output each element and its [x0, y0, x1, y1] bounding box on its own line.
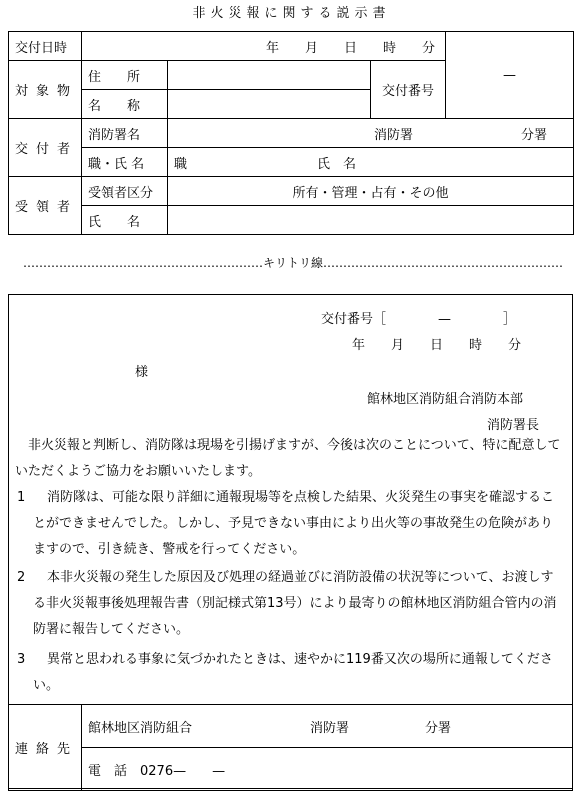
- contact-phone: 電 話 0276— —: [82, 748, 573, 791]
- contact-label: 連絡先: [9, 705, 82, 791]
- address-label: 住 所: [82, 61, 168, 90]
- position-name-field[interactable]: [168, 148, 574, 177]
- recipient-name-label: 氏 名: [82, 206, 168, 235]
- issue-number-label: 交付番号: [371, 61, 446, 119]
- issuer-label: 交付者: [9, 119, 82, 177]
- recipient-label: 受領者: [9, 177, 82, 235]
- recipient-name-field[interactable]: [168, 206, 574, 235]
- item3-number: 3: [17, 652, 26, 667]
- issue-table: [8, 31, 574, 235]
- issue-datetime-field[interactable]: 年 月 日 時 分: [82, 32, 446, 61]
- position-value: 職: [174, 156, 188, 172]
- contact-table: [8, 704, 573, 791]
- issue-number-field[interactable]: —: [446, 32, 574, 119]
- station-name-field[interactable]: [168, 119, 574, 148]
- item2-number: 2: [17, 570, 26, 585]
- notice-intro: 非火災報と判断し、消防隊は現場を引揚げますが、今後は次のことについて、特に配意していただくようご協力をお願いいたします。: [15, 438, 561, 479]
- notice-org: 館林地区消防組合消防本部: [367, 392, 524, 407]
- notice-issue-number: 交付番号［ — ］: [321, 312, 517, 327]
- recipient-class-label: 受領者区分: [82, 177, 168, 206]
- contact-station: 消防署: [310, 720, 350, 736]
- notice-datetime: 年 月 日 時 分: [352, 338, 522, 353]
- notice-chief: 消防署長: [487, 418, 540, 433]
- recipient-class-field[interactable]: 所有・管理・占有・その他: [168, 177, 574, 206]
- notice-box: [8, 294, 573, 789]
- station-name-label: 消防署名: [82, 119, 168, 148]
- cut-line: ……………………………………………………キリトリ線……………………………………………………: [22, 256, 563, 270]
- name-label: 名 称: [82, 90, 168, 119]
- issue-datetime-label: 交付日時: [9, 32, 82, 61]
- item1-number: 1: [17, 490, 26, 505]
- item2-text: 本非火災報の発生した原因及び処理の経過並びに消防設備の状況等について、お渡しする非火災報事後処理報告書（別記様式第13号）により最寄りの館林地区消防組合管内の消防署に報告してください。: [33, 570, 557, 637]
- position-name-label: 職・氏 名: [82, 148, 168, 177]
- branch-value: 分署: [521, 127, 548, 143]
- item1-text: 消防隊は、可能な限り詳細に通報現場等を点検した結果、火災発生の事実を確認することができませんでした。しかし、予見できない事由により出火等の事故発生の危険がありますので、引き続き、警戒を行ってください。: [33, 490, 555, 557]
- notice-addressee: 様: [135, 365, 149, 380]
- contact-branch: 分署: [425, 720, 452, 736]
- station-value: 消防署: [374, 127, 414, 143]
- target-label: 対象物: [9, 61, 82, 119]
- address-field[interactable]: [168, 61, 371, 90]
- name-field[interactable]: [168, 90, 371, 119]
- person-name-value: 氏 名: [317, 156, 357, 172]
- item3-text: 異常と思われる事象に気づかれたときは、速やかに119番又次の場所に通報してください。: [33, 652, 553, 693]
- contact-org: 館林地区消防組合: [88, 720, 193, 736]
- contact-org-field: [82, 705, 573, 748]
- document-title: 非火災報に関する説示書: [192, 6, 391, 21]
